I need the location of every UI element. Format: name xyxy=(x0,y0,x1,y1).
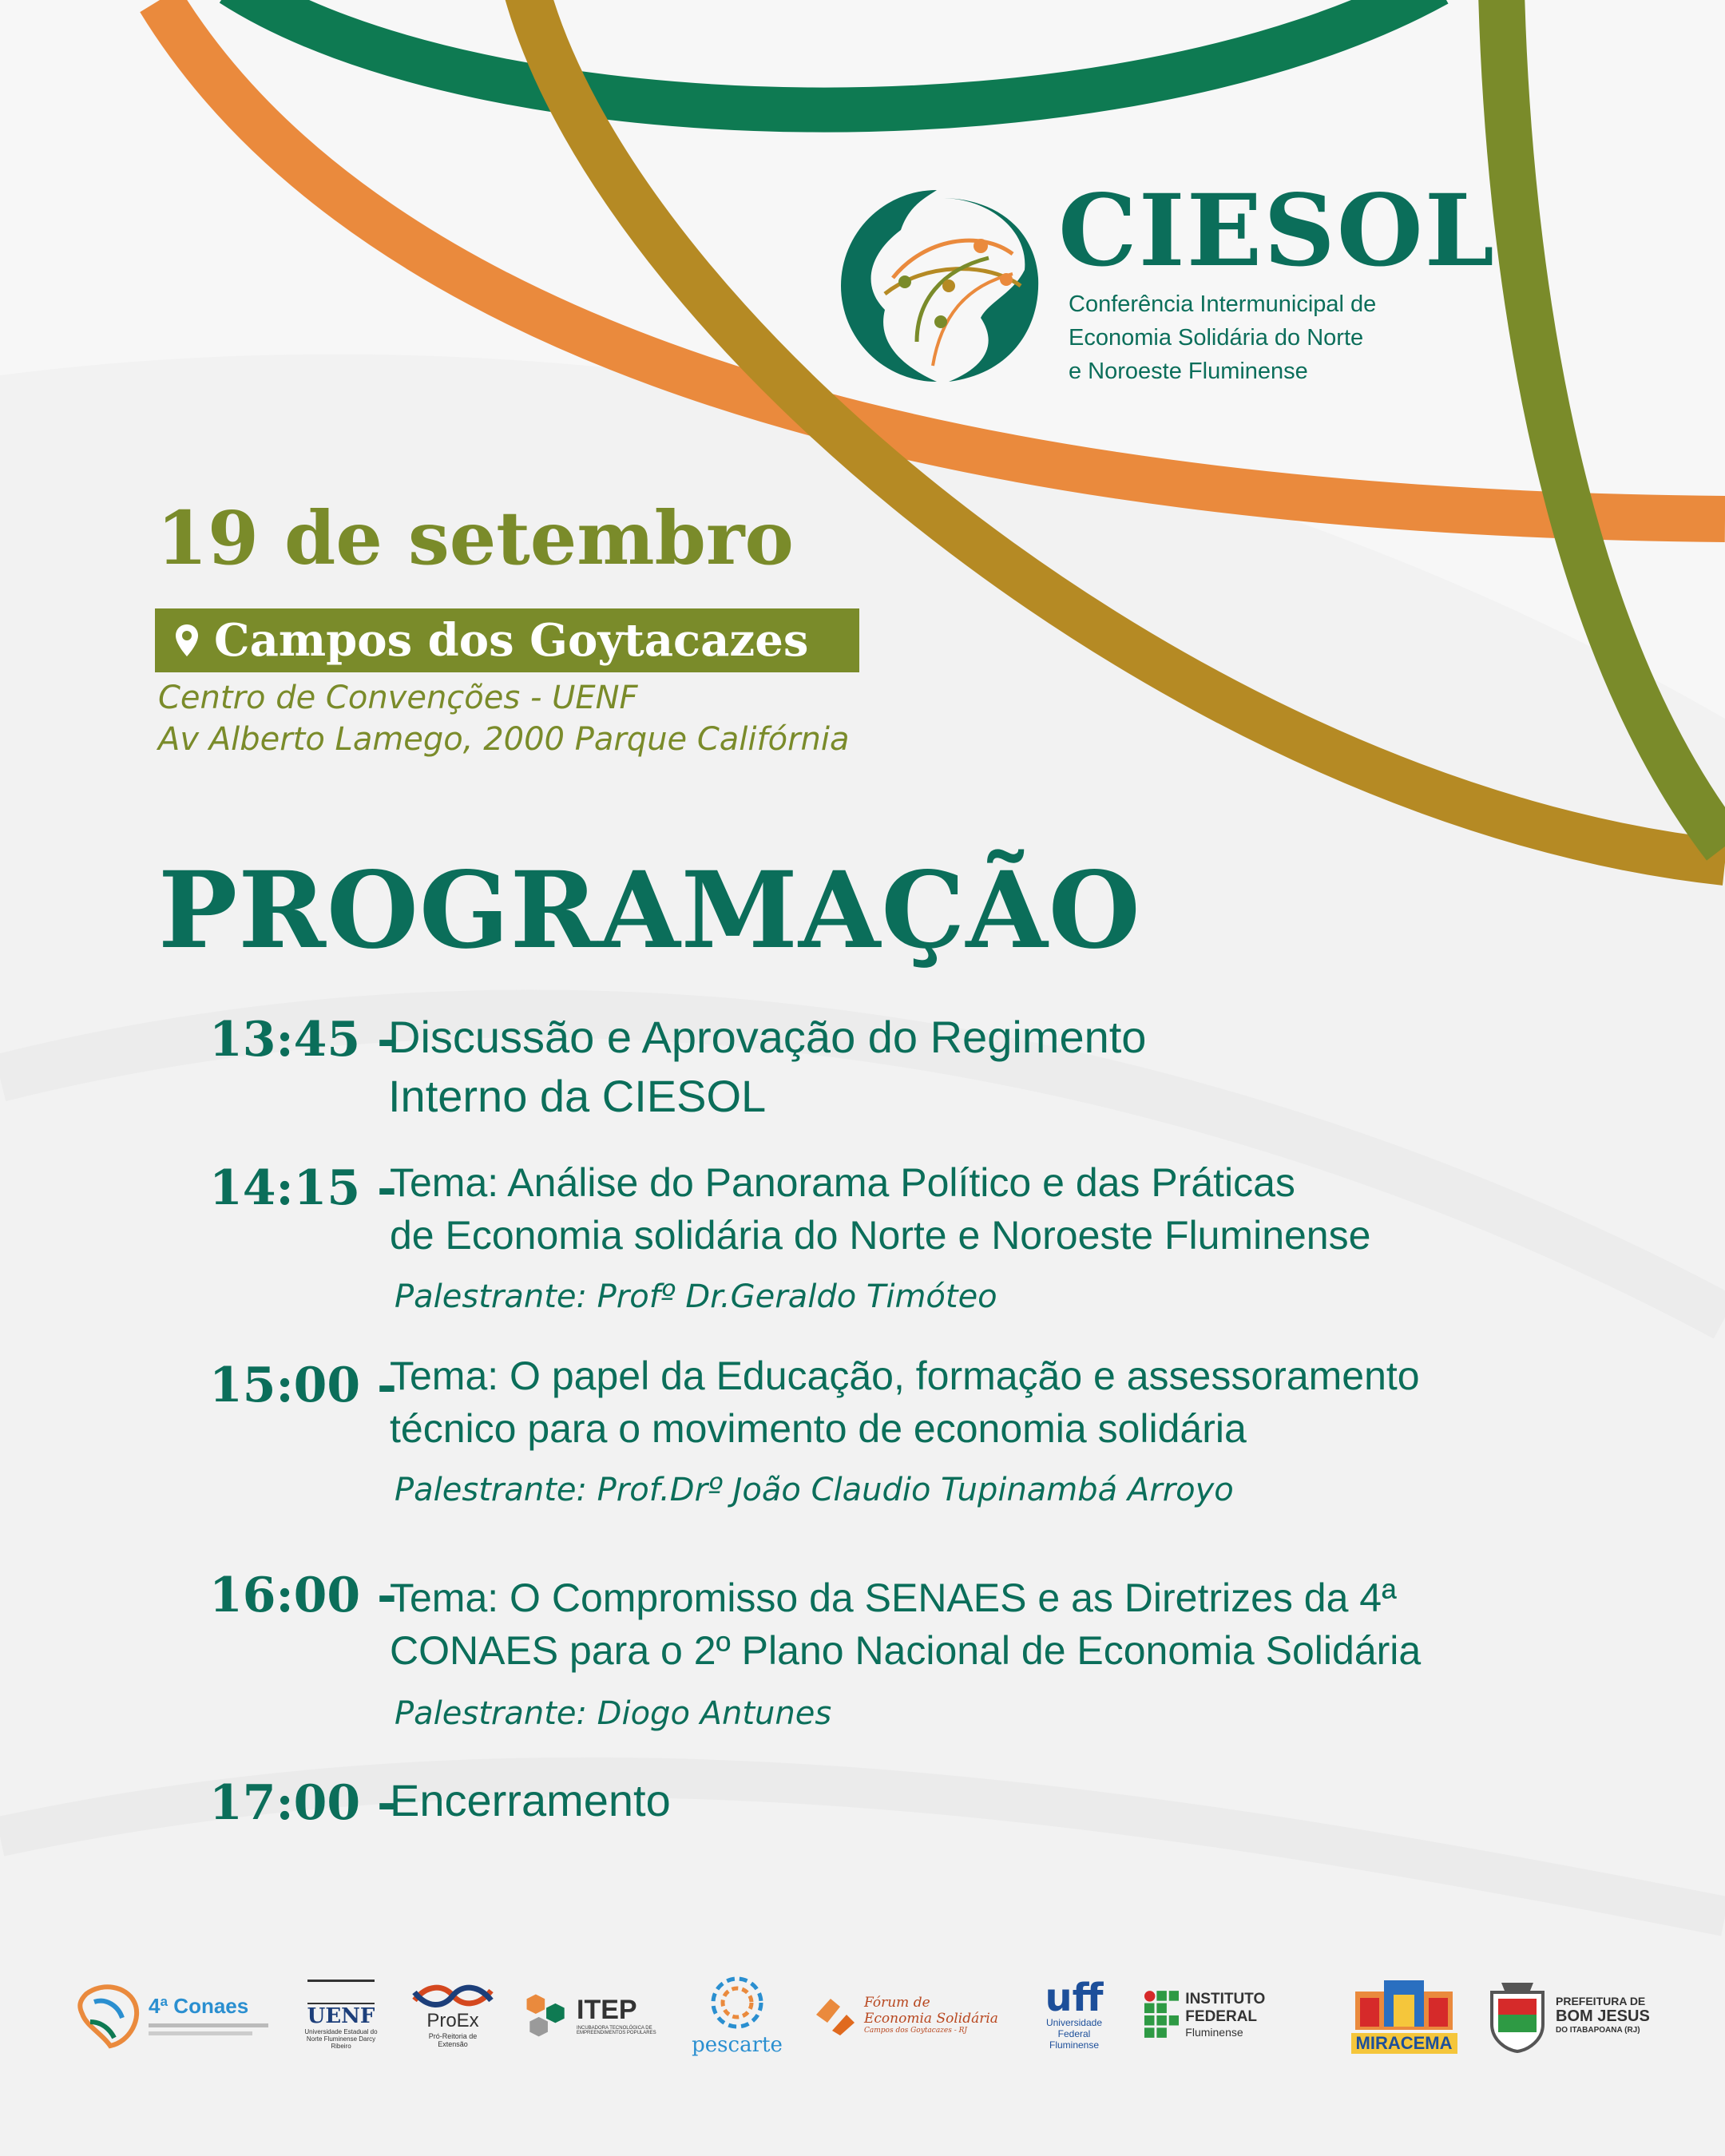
sponsor-uenf-name: UENF xyxy=(307,2004,375,2028)
logo-subtitle xyxy=(1069,287,1516,388)
forum-hands-icon xyxy=(811,1991,859,2039)
venue-address: Av Alberto Lamego, 2000 Parque Califórnia xyxy=(158,721,850,758)
proex-swoosh-icon xyxy=(411,1981,494,2010)
sponsor-bomjesus-line2: BOM JESUS xyxy=(1556,2007,1650,2025)
sponsor-forum-line3: Campos dos Goytacazes - RJ xyxy=(864,2027,968,2035)
schedule-speaker: Palestrante: Diogo Antunes xyxy=(395,1695,832,1732)
sponsor-uenf xyxy=(297,1971,385,2059)
sponsor-uff xyxy=(1030,1971,1118,2059)
event-date: 19 de setembro xyxy=(157,495,794,581)
schedule-time: 14:15 - xyxy=(209,1160,397,1216)
itep-hexagons-icon xyxy=(521,1987,573,2043)
schedule-topic-line: Interno da CIESOL xyxy=(388,1071,767,1121)
miracema-crest-icon xyxy=(1352,1976,1456,2033)
schedule-topic xyxy=(390,1156,1370,1262)
sponsor-uff-name: uff xyxy=(1045,1976,1104,2020)
schedule-time: 15:00 - xyxy=(209,1357,397,1413)
schedule-speaker: Palestrante: Profº Dr.Geraldo Timóteo xyxy=(395,1278,997,1315)
event-venue xyxy=(158,677,850,760)
schedule-time: 17:00 - xyxy=(209,1775,397,1831)
schedule-topic-line: Tema: Análise do Panorama Político e das Práticas xyxy=(390,1160,1295,1205)
sponsor-proex-name: ProEx xyxy=(426,2010,479,2031)
sponsor-bomjesus-line3: DO ITABAPOANA (RJ) xyxy=(1556,2026,1640,2035)
schedule-topic-line: Tema: O Compromisso da SENAES e as Diretrizes da 4ª xyxy=(390,1575,1397,1620)
sponsor-proex-sub: Pró-Reitoria de Extensão xyxy=(428,2032,478,2048)
sponsor-uenf-sub: Universidade Estadual do Norte Fluminense Darcy Ribeiro xyxy=(304,2028,378,2050)
logo-subtitle-line: Economia Solidária do Norte xyxy=(1069,325,1364,351)
schedule-topic xyxy=(390,1571,1421,1677)
schedule-speaker: Palestrante: Prof.Drº João Claudio Tupinambá Arroyo xyxy=(395,1472,1234,1508)
sponsor-itep-name: ITEP xyxy=(577,1994,637,2025)
sponsor-iff-name: INSTITUTO FEDERAL xyxy=(1185,1991,1266,2025)
schedule-topic-line: Encerramento xyxy=(390,1775,671,1825)
sponsor-miracema xyxy=(1350,1971,1458,2059)
sponsor-pescarte xyxy=(685,1971,789,2059)
sponsor-proex xyxy=(409,1971,497,2059)
sponsor-itep-sub: INCUBADORA TECNOLÓGICA DE EMPREENDIMENTOS POPULARES xyxy=(577,2025,656,2035)
schedule-topic-line: de Economia solidária do Norte e Noroeste Fluminense xyxy=(390,1213,1371,1258)
sponsor-itep xyxy=(521,1971,664,2059)
logo-subtitle-line: e Noroeste Fluminense xyxy=(1069,359,1308,384)
pescarte-circle-icon xyxy=(707,1972,767,2033)
schedule-time: 13:45 - xyxy=(209,1012,397,1068)
schedule-topic xyxy=(390,1349,1420,1455)
sponsor-pescarte-name: pescarte xyxy=(692,2033,783,2057)
schedule-topic-line: técnico para o movimento de economia solidária xyxy=(390,1406,1247,1451)
program-title: PROGRAMAÇÃO xyxy=(158,849,1141,973)
sponsor-uff-sub1: Universidade xyxy=(1045,2017,1103,2028)
schedule-topic-line: Discussão e Aprovação do Regimento xyxy=(388,1012,1147,1062)
schedule-time: 16:00 - xyxy=(209,1567,397,1623)
logo-subtitle-line: Conferência Intermunicipal de xyxy=(1069,291,1377,317)
ciesol-emblem-icon xyxy=(829,182,1045,390)
schedule-topic-line: Tema: O papel da Educação, formação e assessoramento xyxy=(390,1353,1420,1398)
sponsor-forum-line1: Fórum de xyxy=(864,1995,930,2011)
sponsor-bomjesus-line1: PREFEITURA DE xyxy=(1556,1995,1646,2007)
event-city: Campos dos Goytacazes xyxy=(214,614,809,667)
bomjesus-crest-icon xyxy=(1484,1976,1551,2053)
sponsor-bomjesus xyxy=(1484,1971,1652,2059)
venue-name: Centro de Convenções - UENF xyxy=(158,680,638,716)
sponsor-iff xyxy=(1144,1971,1335,2059)
brazil-map-icon xyxy=(70,1978,144,2051)
sponsor-miracema-name: MIRACEMA xyxy=(1351,2033,1457,2054)
sponsor-forum-line2: Economia Solidária xyxy=(864,2011,998,2027)
event-city-badge xyxy=(155,608,859,672)
sponsor-conaes xyxy=(70,1971,270,2059)
sponsor-uff-sub3: Fluminense xyxy=(1049,2039,1100,2051)
sponsor-forum xyxy=(811,1971,1011,2059)
sponsor-conaes-name: 4ª Conaes xyxy=(149,1994,249,2018)
logo-title: CIESOL xyxy=(1058,173,1496,289)
schedule-topic xyxy=(390,1771,671,1830)
schedule-topic-line: CONAES para o 2º Plano Nacional de Economia Solidária xyxy=(390,1628,1422,1673)
sponsor-uff-sub2: Federal xyxy=(1057,2028,1091,2039)
schedule-topic xyxy=(388,1008,1146,1126)
sponsor-iff-sub: Fluminense xyxy=(1185,2026,1243,2039)
iff-grid-icon xyxy=(1144,1989,1179,2040)
location-pin-icon xyxy=(174,623,200,658)
